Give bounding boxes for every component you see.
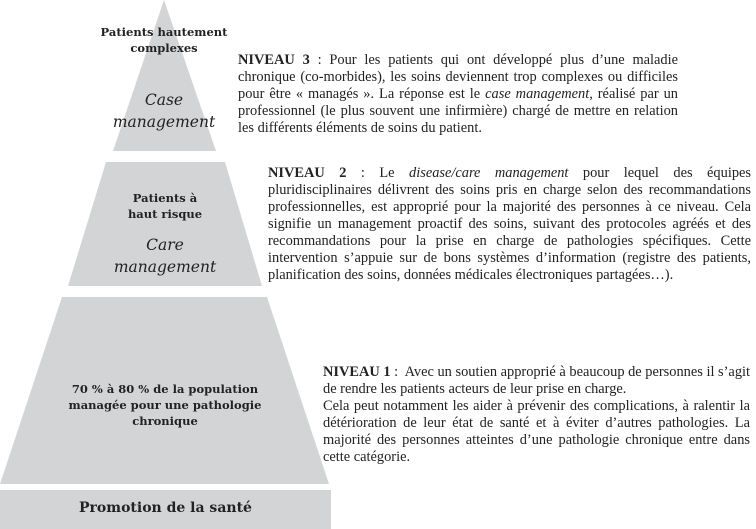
niveau3-description: [238, 52, 678, 137]
niveau3-sep: :: [309, 52, 330, 68]
niveau1-para-b: Cela peut notamment les aider à prévenir des complications, à ralentir la détérioration de leur état de santé et à éviter d’autres pathologies. La majorité des personnes atteintes d’une pathologie chronique entre dans cette catégorie.: [323, 398, 750, 465]
niveau3-text-b: , réalisé par un professionnel (le plus souvent une infirmière) chargé de mettre en relation les différents éléments de soins du patient.: [238, 86, 678, 136]
level3-mode: [94, 89, 234, 133]
niveau3-heading: NIVEAU 3: [238, 52, 310, 68]
level2-title-line2: haut risque: [127, 207, 203, 221]
level1-title-line1: 70 % à 80 % de la population: [71, 382, 259, 396]
niveau1-description: [323, 364, 750, 466]
level2-mode-line2: management: [113, 258, 217, 276]
level2-mode-line1: Care: [146, 236, 184, 254]
level1-title-line2: managée pour une pathologie: [68, 398, 262, 412]
niveau1-heading: NIVEAU 1: [323, 364, 391, 380]
niveau2-text-b: pour lequel des équipes pluridisciplinaires délivrent des soins pris en charge selon des recommandations professionnelles, est approprié pour la majorité des personnes à ce niveau. Cela signifie un management proactif des soins, suivant des protocoles agréés et des recommandations pour la prise en charge de pathologies spécifiques. Cette intervention s’appuie sur de bons systèmes d’information (registre des patients, planification des soins, données médicales électroniques partagées…).: [268, 165, 751, 283]
level3-title-line2: complexes: [130, 41, 198, 55]
level3-mode-line1: Case: [144, 91, 184, 109]
level2-title: [95, 190, 235, 222]
niveau2-description: [268, 165, 751, 284]
niveau2-heading: NIVEAU 2: [268, 165, 347, 181]
niveau1-sep: :: [390, 364, 405, 380]
niveau1-para-a: [323, 364, 750, 398]
level1-title: [55, 381, 275, 429]
base-label: Promotion de la santé: [79, 500, 252, 516]
level3-mode-line2: management: [112, 113, 216, 131]
level3-title: [84, 24, 244, 56]
niveau2-sep: : Le: [346, 165, 410, 181]
niveau3-text-a: Pour les patients qui ont développé plus d’une maladie chronique (co-morbides), les soins deviennent trop complexes ou difficiles pour être « managés ». La réponse est le: [238, 52, 679, 102]
niveau3-italic: case management: [485, 86, 590, 102]
niveau1-text-a: Avec un soutien approprié à beaucoup de personnes il s’agit de rendre les patients acteurs de leur prise en charge.: [323, 364, 751, 397]
niveau2-italic: disease/care management: [409, 165, 569, 181]
level1-title-line3: chronique: [132, 414, 198, 428]
level2-title-line1: Patients à: [132, 191, 198, 205]
level3-title-line1: Patients hautement: [100, 25, 228, 39]
level2-mode: [90, 234, 240, 278]
